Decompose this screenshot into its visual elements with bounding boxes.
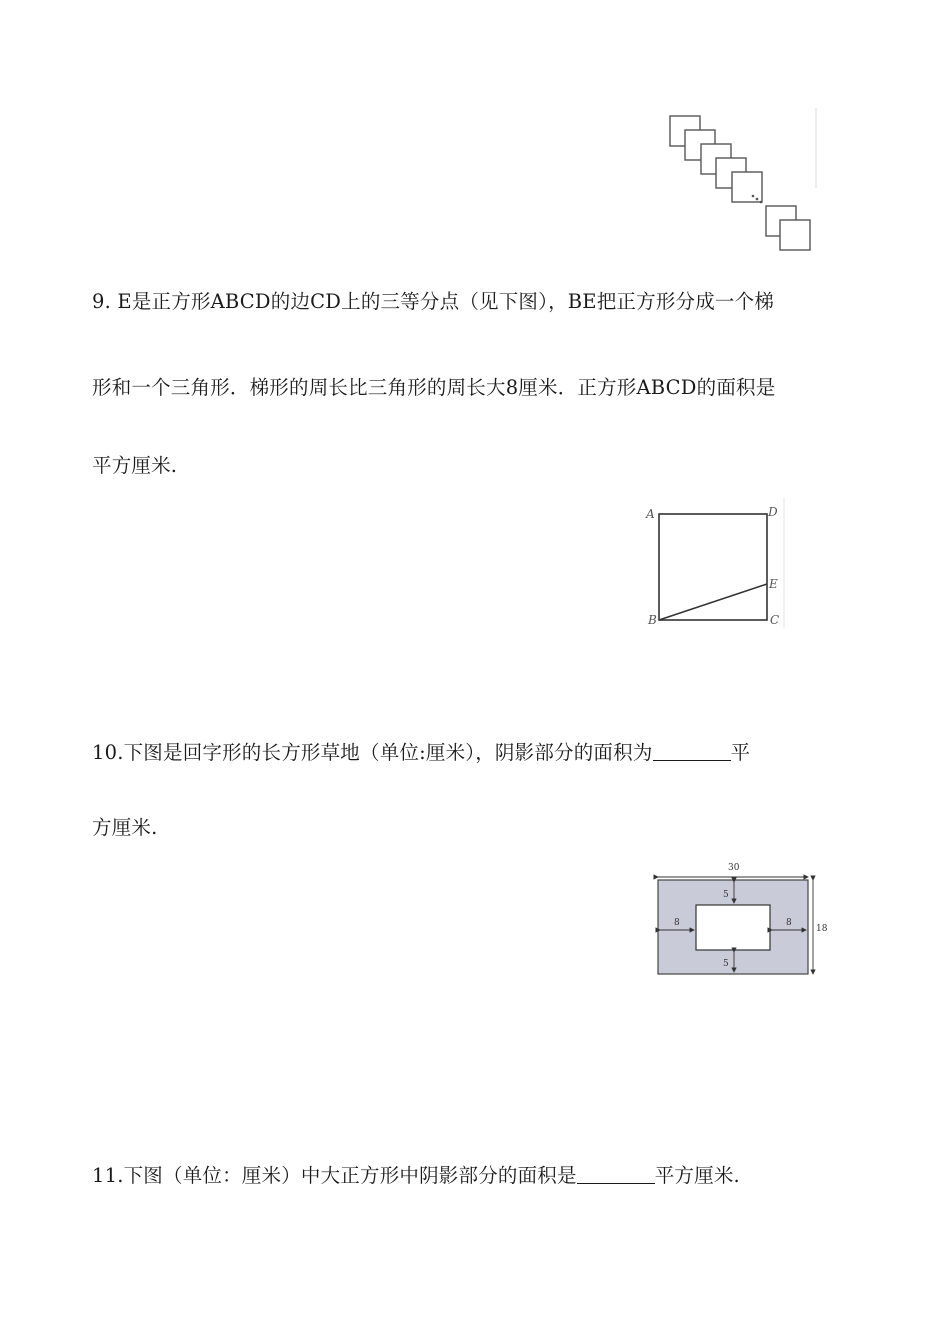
- dim-width: 30: [728, 863, 740, 873]
- label-d: D: [768, 505, 778, 519]
- square-abcd-figure: [640, 498, 790, 633]
- dim-height: 18: [816, 924, 828, 934]
- q9-line-1: 9. E是正方形ABCD的边CD上的三等分点（见下图），BE把正方形分成一个梯: [92, 290, 775, 313]
- answer-blank-q10[interactable]: [653, 740, 731, 761]
- q11-line-1: [92, 1163, 740, 1189]
- q9-line-2: 形和一个三角形．梯形的周长比三角形的周长大8厘米．正方形ABCD的面积是: [92, 376, 776, 399]
- q10-line-2: 方厘米.: [92, 816, 158, 839]
- dim-left: 8: [674, 918, 680, 928]
- q10-text-before: 10.下图是回字形的长方形草地（单位:厘米），阴影部分的面积为: [92, 741, 653, 764]
- dim-top: 5: [723, 890, 729, 900]
- label-c: C: [770, 613, 780, 627]
- dim-bottom: 5: [723, 959, 729, 969]
- q11-text-before: 11.下图（单位：厘米）中大正方形中阴影部分的面积是: [92, 1164, 577, 1187]
- answer-blank-q11[interactable]: [577, 1163, 655, 1184]
- label-a: A: [646, 507, 655, 521]
- lawn-rectangle-figure: [650, 858, 835, 983]
- q11-text-after: 平方厘米.: [654, 1164, 740, 1187]
- label-b: B: [648, 613, 657, 627]
- label-e: E: [769, 577, 778, 591]
- q10-text-after: 平: [730, 741, 751, 764]
- q10-line-1: [92, 740, 750, 766]
- q9-line-3: 平方厘米.: [92, 454, 178, 477]
- dim-right: 8: [786, 918, 792, 928]
- staggered-squares-figure: [660, 108, 820, 258]
